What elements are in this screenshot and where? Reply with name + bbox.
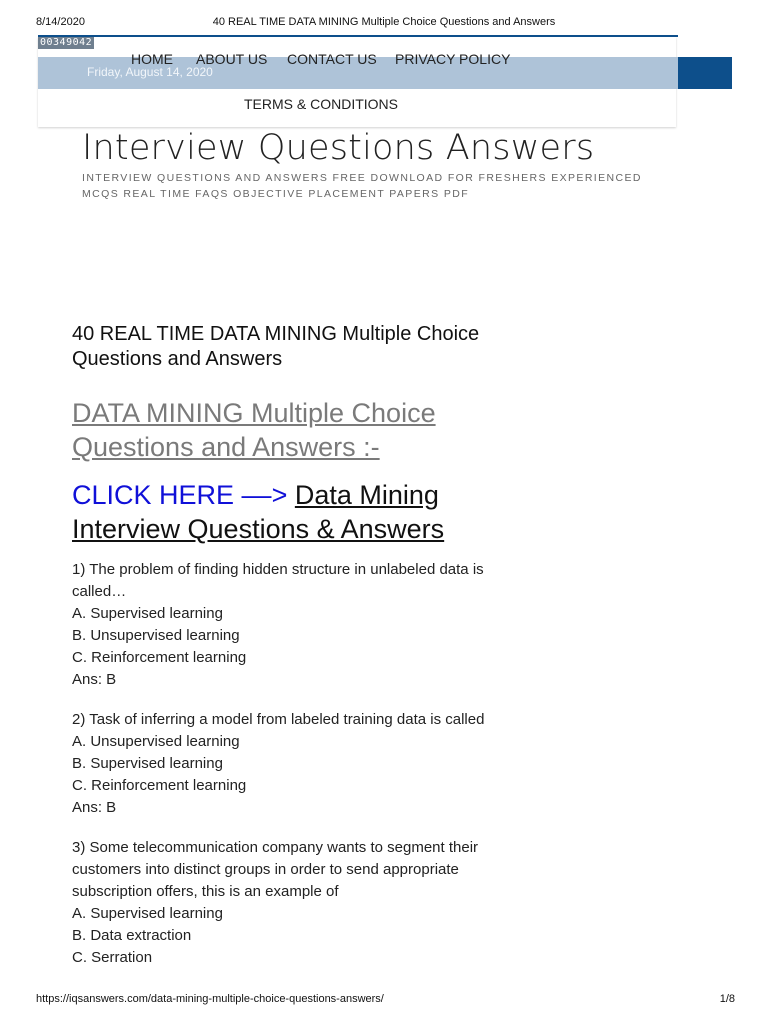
interview-questions-link[interactable]: Data Mining Interview Questions & Answers bbox=[72, 480, 445, 544]
option-a: A. Unsupervised learning bbox=[72, 733, 240, 750]
heading-link[interactable]: DATA MINING Multiple Choice Questions and Answers :- bbox=[72, 398, 436, 462]
option-b: B. Unsupervised learning bbox=[72, 627, 240, 644]
nav-home[interactable]: HOME bbox=[131, 51, 173, 67]
click-here-line bbox=[72, 478, 542, 546]
top-border bbox=[38, 35, 678, 37]
site-title[interactable]: Interview Questions Answers bbox=[82, 128, 595, 168]
question-text: 2) Task of inferring a model from labeled training data is called bbox=[72, 711, 485, 728]
print-date: 8/14/2020 bbox=[36, 16, 85, 28]
question-text: 3) Some telecommunication company wants to segment their customers into distinct groups in order to send appropriate subscription offers, this is an example of bbox=[72, 839, 479, 900]
question-text: 1) The problem of finding hidden structure in unlabeled data is called… bbox=[72, 561, 484, 600]
current-date: Friday, August 14, 2020 bbox=[87, 65, 213, 79]
post-title: 40 REAL TIME DATA MINING Multiple Choice Questions and Answers bbox=[72, 323, 480, 370]
option-b: B. Supervised learning bbox=[72, 755, 223, 772]
option-a: A. Supervised learning bbox=[72, 905, 223, 922]
option-b: B. Data extraction bbox=[72, 927, 192, 944]
answer: Ans: B bbox=[72, 671, 117, 688]
question-2 bbox=[72, 709, 512, 819]
click-here-text: CLICK HERE ––> bbox=[72, 480, 288, 510]
question-1 bbox=[72, 559, 512, 691]
top-bar-accent bbox=[678, 57, 732, 89]
option-c: C. Serration bbox=[72, 949, 153, 966]
site-tagline: INTERVIEW QUESTIONS AND ANSWERS FREE DOWNLOAD FOR FRESHERS EXPERIENCED MCQS REAL TIME FAQS OBJECTIVE PLACEMENT PAPERS PDF bbox=[82, 172, 642, 200]
option-c: C. Reinforcement learning bbox=[72, 777, 247, 794]
question-3 bbox=[72, 837, 512, 969]
nav-privacy-policy[interactable]: PRIVACY POLICY bbox=[395, 51, 511, 67]
print-title: 40 REAL TIME DATA MINING Multiple Choice Questions and Answers bbox=[212, 16, 556, 28]
visitor-counter: 00349042 bbox=[40, 37, 93, 48]
option-a: A. Supervised learning bbox=[72, 605, 223, 622]
answer: Ans: B bbox=[72, 799, 117, 816]
nav-contact-us[interactable]: CONTACT US bbox=[287, 51, 377, 67]
option-c: C. Reinforcement learning bbox=[72, 649, 247, 666]
page-number: 1/8 bbox=[719, 993, 735, 1005]
page-url: https://iqsanswers.com/data-mining-multiple-choice-questions-answers/ bbox=[36, 993, 384, 1005]
nav-about-us[interactable]: ABOUT US bbox=[196, 51, 268, 67]
nav-terms-conditions[interactable]: TERMS & CONDITIONS bbox=[244, 96, 399, 112]
